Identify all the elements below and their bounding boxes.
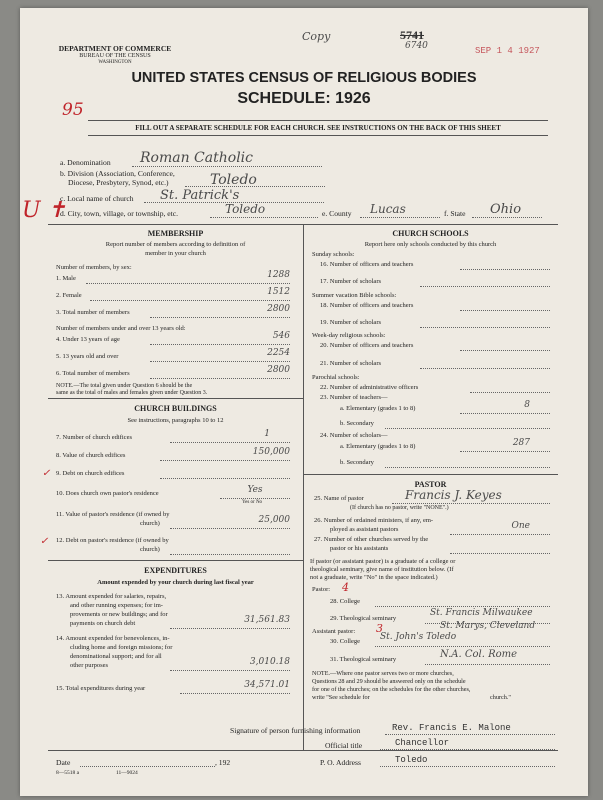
q30-label: 30. College (330, 638, 360, 645)
division-value: Toledo (210, 172, 257, 188)
q24b-label: b. Secondary (340, 459, 374, 466)
q29-value: St. Francis Milwaukee (430, 608, 533, 618)
expenditures-sub: Amount expended by your church during last fiscal year (97, 579, 254, 586)
q24a-label: a. Elementary (grades 1 to 8) (340, 443, 416, 450)
assistant-mark: 3 (376, 622, 383, 635)
local-name-label: c. Local name of church (60, 194, 134, 203)
q9-label: 9. Debt on church edifices (56, 470, 125, 477)
q4-label: 4. Under 13 years of age (56, 336, 120, 343)
form-number: 8—5518 a (56, 770, 80, 776)
official-title-label: Official title (325, 741, 363, 750)
department-label: DEPARTMENT OF COMMERCE (58, 44, 172, 53)
q27-label: 27. Number of other churches served by the (314, 536, 429, 543)
denomination-value: Roman Catholic (140, 150, 253, 166)
city-field-label: d. City, town, village, or township, etc. (60, 209, 179, 218)
q13-label: 13. Amount expended for salaries, repairs, (56, 593, 167, 600)
q12-label-2: church) (140, 546, 160, 553)
membership-note: NOTE.—The total given under Question 6 should be the (56, 383, 193, 389)
city-value: Toledo (225, 202, 266, 216)
instruction-line: FILL OUT A SEPARATE SCHEDULE FOR EACH CHURCH. SEE INSTRUCTIONS ON THE BACK OF THIS SHEET (135, 124, 501, 132)
q25-label: 25. Name of pastor (314, 495, 364, 502)
written-number: 6740 (405, 41, 428, 51)
q13-value: 31,561.83 (244, 615, 290, 625)
county-label: e. County (322, 209, 352, 218)
q8-value: 150,000 (252, 447, 290, 457)
q14-label-3: denominational support; and for all (70, 653, 162, 660)
q1-label: 1. Male (56, 275, 76, 282)
print-number: 11—9024 (116, 770, 138, 776)
q10-hint: Yes or No (242, 500, 263, 505)
q7-value: 1 (264, 429, 270, 439)
date-label: Date (56, 758, 71, 767)
q22-label: 22. Number of administrative officers (320, 384, 419, 391)
q16-label: 16. Number of officers and teachers (320, 261, 414, 268)
q25-hint: (If church has no pastor, write "NONE".) (350, 505, 449, 511)
q25-value: Francis J. Keyes (405, 488, 502, 502)
summer-label: Summer vacation Bible schools: (312, 292, 397, 299)
expenditures-heading: EXPENDITURES (144, 566, 207, 575)
q6-value: 2800 (267, 365, 290, 375)
signature-label: Signature of person furnishing information (230, 726, 361, 735)
q20-label: 20. Number of officers and teachers (320, 342, 414, 349)
membership-note-2: same as the total of males and females given under Question 3. (56, 390, 208, 396)
membership-heading: MEMBERSHIP (147, 229, 204, 238)
schools-sub: Report here only schools conducted by this church (364, 241, 497, 248)
q13-label-4: payments on church debt (70, 620, 136, 627)
q28-label: 28. College (330, 598, 360, 605)
q7-label: 7. Number of church edifices (56, 434, 132, 441)
local-name-value: St. Patrick's (160, 188, 240, 203)
q14-label-2: cluding home and foreign missions; for (70, 644, 173, 651)
pastor-heading: PASTOR (414, 480, 447, 489)
pastor-note-4: write "See schedule for (312, 694, 370, 701)
q15-value: 34,571.01 (244, 680, 290, 690)
signature-value: Rev. Francis E. Malone (392, 723, 511, 733)
q2-value: 1512 (267, 287, 290, 297)
q14-label: 14. Amount expended for benevolences, in- (56, 635, 170, 642)
q11-value: 25,000 (258, 515, 290, 525)
city-label: WASHINGTON (98, 60, 132, 65)
graduate-instruction: If pastor (or assistant pastor) is a graduate of a college or (310, 558, 456, 565)
denomination-label: a. Denomination (60, 158, 111, 167)
q8-label: 8. Value of church edifices (56, 452, 126, 459)
q14-value: 3,010.18 (249, 657, 290, 667)
q10-value: Yes (247, 485, 263, 495)
q24a-value: 287 (512, 438, 530, 448)
q30-value: St. John's Toledo (380, 632, 457, 642)
check-mark: ✓ (42, 468, 51, 479)
q13-label-3: provements or new buildings; and for (70, 611, 168, 618)
q2-label: 2. Female (56, 292, 82, 299)
state-value: Ohio (490, 202, 522, 217)
q3-value: 2800 (267, 304, 290, 314)
q12-label: 12. Debt on pastor's residence (if owned by (56, 537, 169, 544)
q23b-label: b. Secondary (340, 420, 374, 427)
assistant-label: Assistant pastor: (312, 628, 356, 635)
q21-label: 21. Number of scholars (320, 360, 382, 367)
membership-intro: Report number of members according to definition of (105, 241, 246, 248)
q11-label: 11. Value of pastor's residence (if owned by (56, 511, 170, 518)
membership-intro-2: member in your church (145, 250, 206, 257)
schools-heading: CHURCH SCHOOLS (392, 229, 469, 238)
pastor-note-3: for one of the churches; on the schedules for the other churches, (312, 686, 471, 693)
q10-label: 10. Does church own pastor's residence (56, 490, 159, 497)
received-date-stamp: SEP 1 4 1927 (475, 46, 540, 56)
q17-label: 17. Number of scholars (320, 278, 382, 285)
margin-number: 95 (62, 100, 84, 120)
pastor-note: NOTE.—Where one pastor serves two or more churches, (312, 670, 454, 677)
q23a-label: a. Elementary (grades 1 to 8) (340, 405, 416, 412)
q23-label: 23. Number of teachers— (320, 394, 388, 401)
pastor-note-5: church." (490, 694, 511, 701)
q19-label: 19. Number of scholars (320, 319, 382, 326)
po-address-label: P. O. Address (320, 758, 361, 767)
census-schedule-sheet (20, 8, 588, 796)
q15-label: 15. Total expenditures during year (56, 685, 146, 692)
copy-note: Copy (302, 30, 331, 43)
official-title-value: Chancellor (395, 738, 450, 748)
by-sex-label: Number of members, by sex: (56, 264, 132, 271)
q26-value: One (511, 521, 530, 531)
date-year-label: , 192 (215, 758, 231, 767)
q24-label: 24. Number of scholars— (320, 432, 388, 439)
division-label: b. Division (Association, Conference, (60, 169, 175, 178)
q3-label: 3. Total number of members (56, 309, 130, 316)
weekday-label: Week-day religious schools: (312, 332, 386, 339)
q13-label-2: and other running expenses; for im- (70, 602, 163, 609)
q11-label-2: church) (140, 520, 160, 527)
q26-label: 26. Number of ordained ministers, if any, em- (314, 517, 434, 524)
q29-label: 29. Theological seminary (330, 615, 397, 622)
parochial-label: Parochial schools: (312, 374, 360, 381)
q1-value: 1288 (267, 270, 290, 280)
check-mark: ✓ (40, 536, 49, 547)
form-subtitle: SCHEDULE: 1926 (237, 90, 371, 107)
graduate-instruction-3: not a graduate, write "No" in the space indicated.) (310, 574, 438, 581)
pastor-mark: 4 (342, 581, 349, 594)
buildings-heading: CHURCH BUILDINGS (134, 404, 217, 413)
q27-label-2: pastor or his assistants (330, 545, 389, 552)
pastor-note-2: Questions 28 and 29 should be answered only on the schedule (312, 678, 466, 685)
q18-label: 18. Number of officers and teachers (320, 302, 414, 309)
graduate-instruction-2: theological seminary, give name of institution below. (If (310, 566, 454, 573)
po-address-value: Toledo (395, 755, 428, 765)
margin-mark: U ✝ (22, 198, 66, 223)
q26-label-2: ployed as assistant pastors (330, 526, 399, 533)
buildings-sub: See instructions, paragraphs 10 to 12 (127, 417, 224, 424)
state-label: f. State (444, 209, 466, 218)
q6-label: 6. Total number of members (56, 370, 130, 377)
assistant-seminary-value: St. Marys, Cleveland (440, 621, 536, 631)
q14-label-4: other purposes (70, 662, 109, 669)
q23a-value: 8 (524, 400, 530, 410)
county-value: Lucas (370, 202, 406, 216)
q4-value: 546 (272, 331, 290, 341)
q31-value: N.A. Col. Rome (440, 649, 518, 660)
q5-value: 2254 (267, 348, 290, 358)
division-label-2: Diocese, Presbytery, Synod, etc.) (68, 178, 169, 187)
bureau-label: BUREAU OF THE CENSUS (79, 53, 151, 59)
form-title: UNITED STATES CENSUS OF RELIGIOUS BODIES (131, 70, 477, 86)
age-intro-label: Number of members under and over 13 years old: (56, 325, 186, 332)
pastor-sub-label: Pastor: (312, 586, 331, 593)
struck-number: 5741 (400, 28, 424, 42)
q5-label: 5. 13 years old and over (56, 353, 119, 360)
sunday-label: Sunday schools: (312, 251, 355, 258)
q31-label: 31. Theological seminary (330, 656, 397, 663)
